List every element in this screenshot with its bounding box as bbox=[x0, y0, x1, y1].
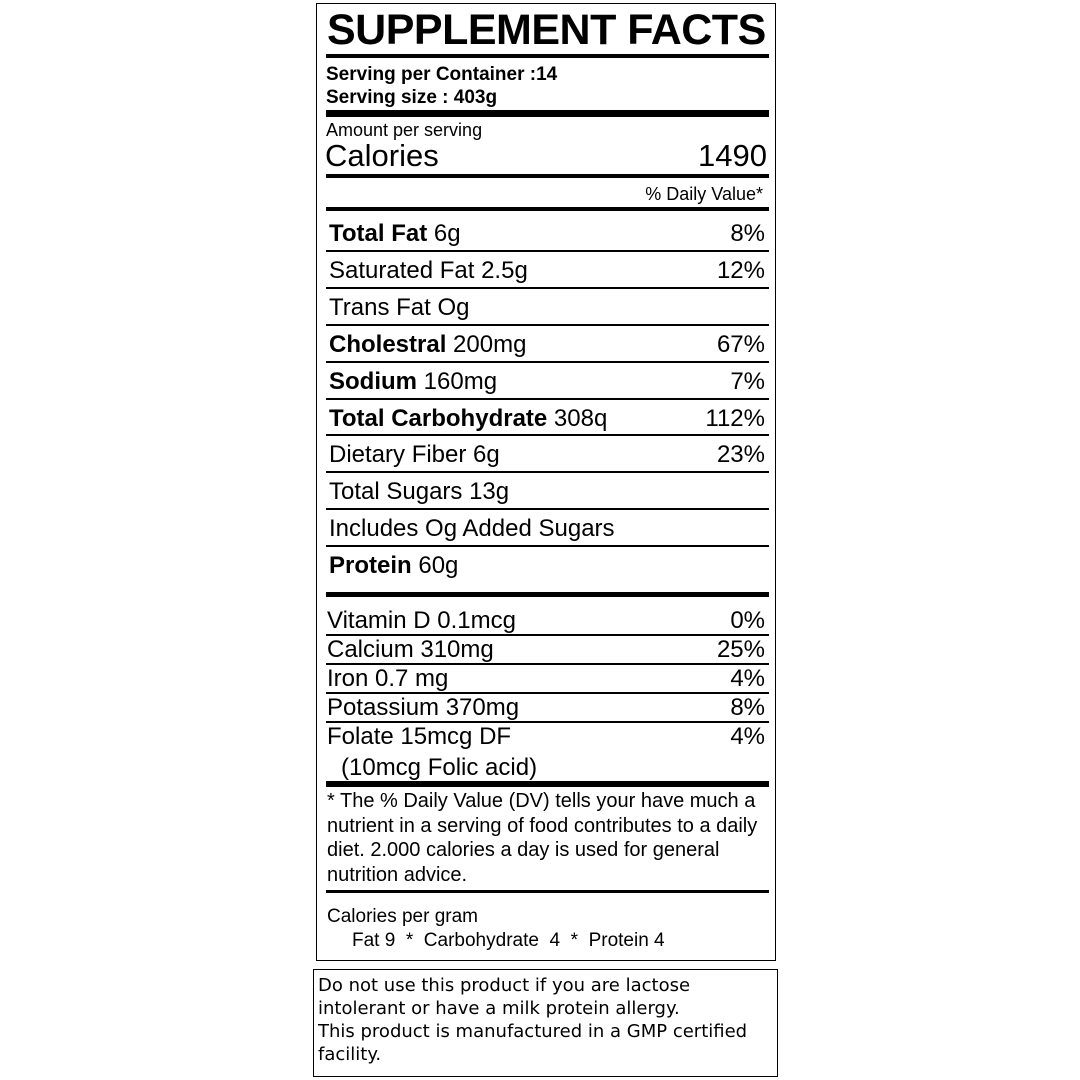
vitamin-daily-value: 4% bbox=[730, 665, 765, 692]
nutrient-row bbox=[329, 364, 765, 400]
nutrient-row bbox=[329, 437, 765, 473]
nutrient-row bbox=[329, 474, 765, 510]
vitamin-name: Iron 0.7 mg bbox=[327, 665, 449, 692]
nutrient-bold-name: Sodium bbox=[329, 367, 417, 395]
row-divider bbox=[326, 398, 769, 400]
row-divider bbox=[326, 471, 769, 473]
nutrient-name bbox=[329, 257, 528, 285]
serving-per-container bbox=[326, 64, 557, 86]
divider bbox=[326, 207, 769, 211]
vitamin-name: Potassium 370mg bbox=[327, 694, 520, 721]
allergy-warning: Do not use this product if you are lactose intolerant or have a milk protein allergy. bbox=[318, 975, 691, 1019]
nutrient-row bbox=[329, 290, 765, 326]
daily-value-header: % Daily Value* bbox=[645, 184, 763, 204]
nutrient-daily-value: 112% bbox=[705, 404, 765, 432]
nutrient-name bbox=[329, 405, 607, 433]
vitamin-row bbox=[327, 665, 765, 694]
nutrient-name bbox=[329, 478, 509, 506]
nutrient-bold-name: Total Fat bbox=[329, 220, 428, 247]
nutrient-bold-name: Cholestral bbox=[329, 330, 447, 358]
divider bbox=[326, 592, 769, 597]
nutrient-daily-value: 23% bbox=[716, 441, 765, 469]
nutrient-row bbox=[329, 511, 765, 547]
serving-per-container-label: Serving per Container : bbox=[326, 64, 537, 85]
nutrient-row bbox=[329, 327, 765, 363]
vitamin-daily-value: 4% bbox=[730, 723, 765, 750]
vitamin-name: Vitamin D 0.1mcg bbox=[327, 607, 516, 634]
vitamin-daily-value: 25% bbox=[716, 636, 765, 663]
amount-per-serving: Amount per serving bbox=[326, 120, 483, 140]
nutrient-amount: Trans Fat Og bbox=[329, 293, 470, 321]
nutrient-daily-value: 7% bbox=[730, 367, 765, 395]
row-divider bbox=[326, 434, 769, 436]
row-divider bbox=[326, 324, 769, 326]
vitamin-row bbox=[327, 607, 765, 636]
nutrient-name bbox=[329, 368, 497, 396]
warning-box bbox=[313, 969, 778, 1077]
nutrient-amount: 200mg bbox=[446, 330, 527, 358]
calories-per-gram-values: Fat 9 * Carbohydrate 4 * Protein 4 bbox=[352, 930, 665, 951]
gmp-statement: This product is manufactured in a GMP certified facility. bbox=[318, 1021, 748, 1065]
nutrient-amount: 6g bbox=[427, 220, 461, 247]
vitamin-name: Calcium 310mg bbox=[327, 636, 494, 663]
nutrient-amount: Saturated Fat 2.5g bbox=[329, 256, 528, 284]
nutrient-bold-name: Protein bbox=[329, 552, 412, 580]
vitamin-name: Folate 15mcg DF bbox=[327, 723, 512, 750]
nutrient-name bbox=[329, 552, 458, 580]
nutrient-amount: 160mg bbox=[417, 367, 498, 395]
row-divider bbox=[326, 545, 769, 547]
nutrient-row bbox=[329, 216, 765, 252]
serving-size: Serving size : 403g bbox=[326, 87, 498, 108]
panel-title: SUPPLEMENT FACTS bbox=[327, 6, 766, 54]
vitamin-daily-value: 8% bbox=[730, 694, 765, 721]
nutrient-amount: Total Sugars 13g bbox=[329, 478, 510, 506]
folate-note: (10mcg Folic acid) bbox=[341, 754, 538, 781]
nutrient-bold-name: Total Carbohydrate bbox=[329, 404, 548, 432]
serving-per-container-value: 14 bbox=[536, 64, 558, 85]
nutrient-amount: 308q bbox=[547, 404, 608, 432]
nutrient-daily-value: 8% bbox=[730, 220, 765, 247]
nutrient-row bbox=[329, 253, 765, 289]
supplement-facts-panel bbox=[316, 3, 776, 961]
nutrient-name bbox=[329, 331, 526, 359]
nutrient-name bbox=[329, 294, 469, 322]
row-divider bbox=[326, 287, 769, 289]
nutrient-name bbox=[329, 441, 500, 469]
calories-label: Calories bbox=[325, 138, 439, 173]
calories-value: 1490 bbox=[698, 138, 767, 173]
vitamin-daily-value: 0% bbox=[730, 607, 765, 634]
nutrient-row bbox=[329, 548, 765, 584]
nutrient-amount: 60g bbox=[411, 552, 459, 580]
divider bbox=[326, 54, 769, 58]
nutrient-row bbox=[329, 401, 765, 437]
vitamin-row bbox=[327, 723, 765, 752]
daily-value-footnote: * The % Daily Value (DV) tells your have much a nutrient in a serving of food contributes to a daily diet. 2.000 calories a day is used for general nutrition advice. bbox=[327, 790, 758, 886]
nutrient-name bbox=[329, 515, 615, 543]
divider bbox=[326, 174, 769, 178]
calories-per-gram-label: Calories per gram bbox=[327, 906, 478, 927]
nutrient-amount: Includes Og Added Sugars bbox=[329, 515, 615, 543]
nutrient-amount: Dietary Fiber 6g bbox=[329, 441, 500, 469]
row-divider bbox=[326, 508, 769, 510]
divider bbox=[326, 781, 769, 787]
nutrient-daily-value: 67% bbox=[716, 330, 765, 358]
row-divider bbox=[326, 250, 769, 252]
vitamin-row bbox=[327, 694, 765, 723]
row-divider bbox=[326, 361, 769, 363]
divider bbox=[326, 110, 769, 117]
nutrient-name bbox=[329, 220, 461, 248]
divider bbox=[326, 890, 769, 893]
vitamin-row bbox=[327, 636, 765, 665]
nutrient-daily-value: 12% bbox=[716, 256, 765, 284]
